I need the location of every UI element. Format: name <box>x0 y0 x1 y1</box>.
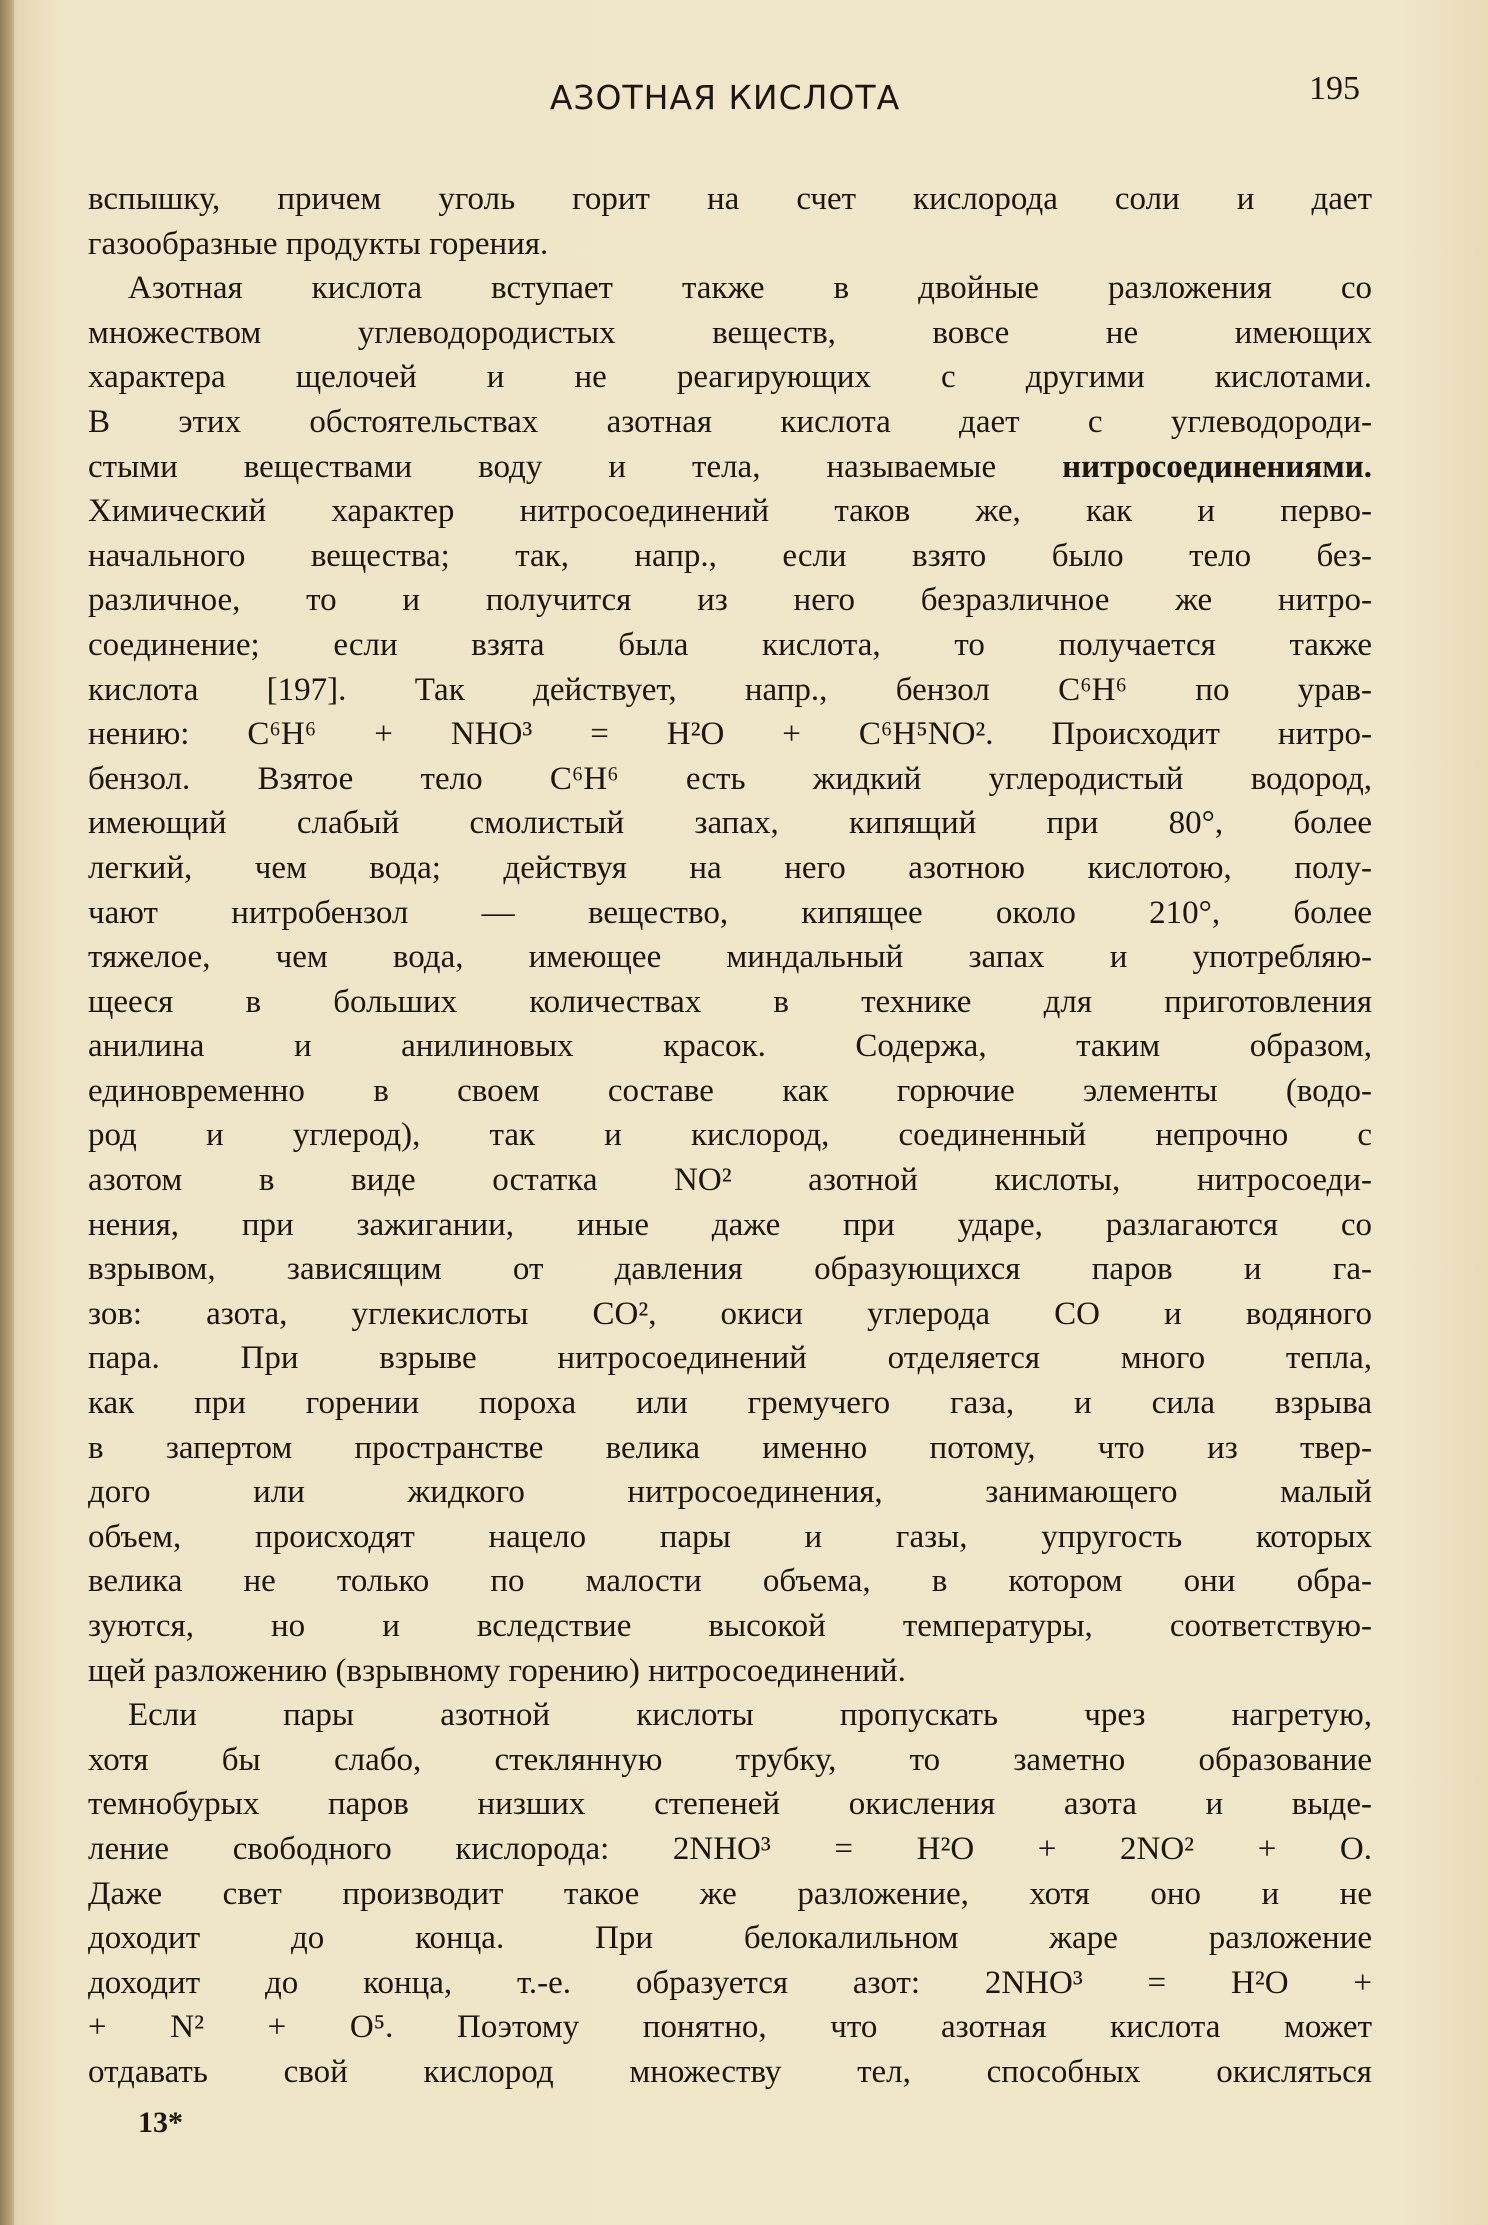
text-line: ление свободного кислорода: 2NHO³ = H²O + 2NO² + O. <box>88 1830 1372 1867</box>
text-line: единовременно в своем составе как горючие элементы (водо- <box>88 1072 1372 1109</box>
text-line: бензол. Взятое тело C⁶H⁶ есть жидкий углеродистый водород, <box>88 760 1372 797</box>
page-binding-edge <box>0 0 14 2225</box>
text-line: характера щелочей и не реагирующих с другими кислотами. <box>88 359 1372 396</box>
text-line: зуются, но и вследствие высокой температуры, соответствую- <box>88 1608 1372 1644</box>
text-line: в запертом пространстве велика именно потому, что из твер- <box>88 1429 1372 1466</box>
page-header <box>90 70 1360 130</box>
text-line: В этих обстоятельствах азотная кислота дает с углеводороди- <box>88 403 1372 440</box>
text-line: чают нитробензол — вещество, кипящее около 210°, более <box>88 894 1372 931</box>
text-line: азотом в виде остатка NO² азотной кислоты, нитросоеди- <box>88 1162 1372 1199</box>
body-text <box>88 177 1372 2095</box>
signature-mark: 13* <box>138 2106 183 2139</box>
text-line-with-term <box>88 445 1372 490</box>
text-line: доходит до конца, т.-е. образуется азот: 2NHO³ = H²O + <box>88 1964 1372 2001</box>
text-line: имеющий слабый смолистый запах, кипящий при 80°, более <box>88 805 1372 842</box>
text-line: щееся в больших количествах в технике для приготовления <box>88 983 1372 1020</box>
text-line: различное, то и получится из него безразличное же нитро- <box>88 582 1372 619</box>
text-line: щей разложению (взрывному горению) нитросоединений. <box>88 1652 906 1689</box>
text-line: начального вещества; так, напр., если взято было тело без- <box>88 537 1372 574</box>
text-line: как при горении пороха или гремучего газа, и сила взрыва <box>88 1385 1372 1422</box>
text-line: нения, при зажигании, иные даже при ударе, разлагаются со <box>88 1206 1372 1243</box>
text-line: легкий, чем вода; действуя на него азотною кислотою, полу- <box>88 849 1372 886</box>
text-line: вспышку, причем уголь горит на счет кислорода соли и дает <box>88 181 1372 217</box>
page-number: 195 <box>1309 70 1360 107</box>
text-line: + N² + O⁵. Поэтому понятно, что азотная кислота может <box>88 2009 1372 2046</box>
text-line: отдавать свой кислород множеству тел, способных окисляться <box>88 2053 1372 2090</box>
text-line: темнобурых паров низших степеней окисления азота и выде- <box>88 1786 1372 1823</box>
text-line: множеством углеводородистых веществ, вовсе не имеющих <box>88 314 1372 351</box>
text-line: доходит до конца. При белокалильном жаре разложение <box>88 1920 1372 1957</box>
text-line: пара. При взрыве нитросоединений отделяется много тепла, <box>88 1340 1372 1377</box>
bold-term: нитросоединениями. <box>1062 448 1372 485</box>
text-line: тяжелое, чем вода, имеющее миндальный запах и употребляю- <box>88 939 1372 976</box>
text-line: велика не только по малости объема, в котором они обра- <box>88 1563 1372 1600</box>
text-line: Если пары азотной кислоты пропускать чрез нагретую, <box>128 1697 1372 1734</box>
text-line: хотя бы слабо, стеклянную трубку, то заметно образование <box>88 1741 1372 1778</box>
text-line: кислота [197]. Так действует, напр., бензол C⁶H⁶ по урав- <box>88 671 1372 708</box>
text-line: зов: азота, углекислоты CO², окиси углерода CO и водяного <box>88 1295 1372 1332</box>
text-line-segment: стыми веществами воду и тела, называемые <box>88 448 1063 485</box>
text-line: газообразные продукты горения. <box>88 225 549 262</box>
text-line: род и углерод), так и кислород, соединенный непрочно с <box>88 1117 1372 1154</box>
text-line: соединение; если взята была кислота, то получается также <box>88 626 1372 663</box>
text-line: дого или жидкого нитросоединения, занимающего малый <box>88 1474 1372 1511</box>
text-line: Химический характер нитросоединений таков же, как и перво- <box>88 493 1372 530</box>
text-line: анилина и анилиновых красок. Содержа, таким образом, <box>88 1028 1372 1065</box>
text-line: объем, происходят нацело пары и газы, упругость которых <box>88 1518 1372 1555</box>
running-title: АЗОТНАЯ КИСЛОТА <box>549 78 901 117</box>
text-line: нению: C⁶H⁶ + NHO³ = H²O + C⁶H⁵NO². Происходит нитро- <box>88 716 1372 753</box>
text-line: Даже свет производит такое же разложение, хотя оно и не <box>88 1875 1372 1912</box>
text-line: взрывом, зависящим от давления образующихся паров и га- <box>88 1251 1372 1288</box>
text-line: Азотная кислота вступает также в двойные разложения со <box>128 270 1372 307</box>
